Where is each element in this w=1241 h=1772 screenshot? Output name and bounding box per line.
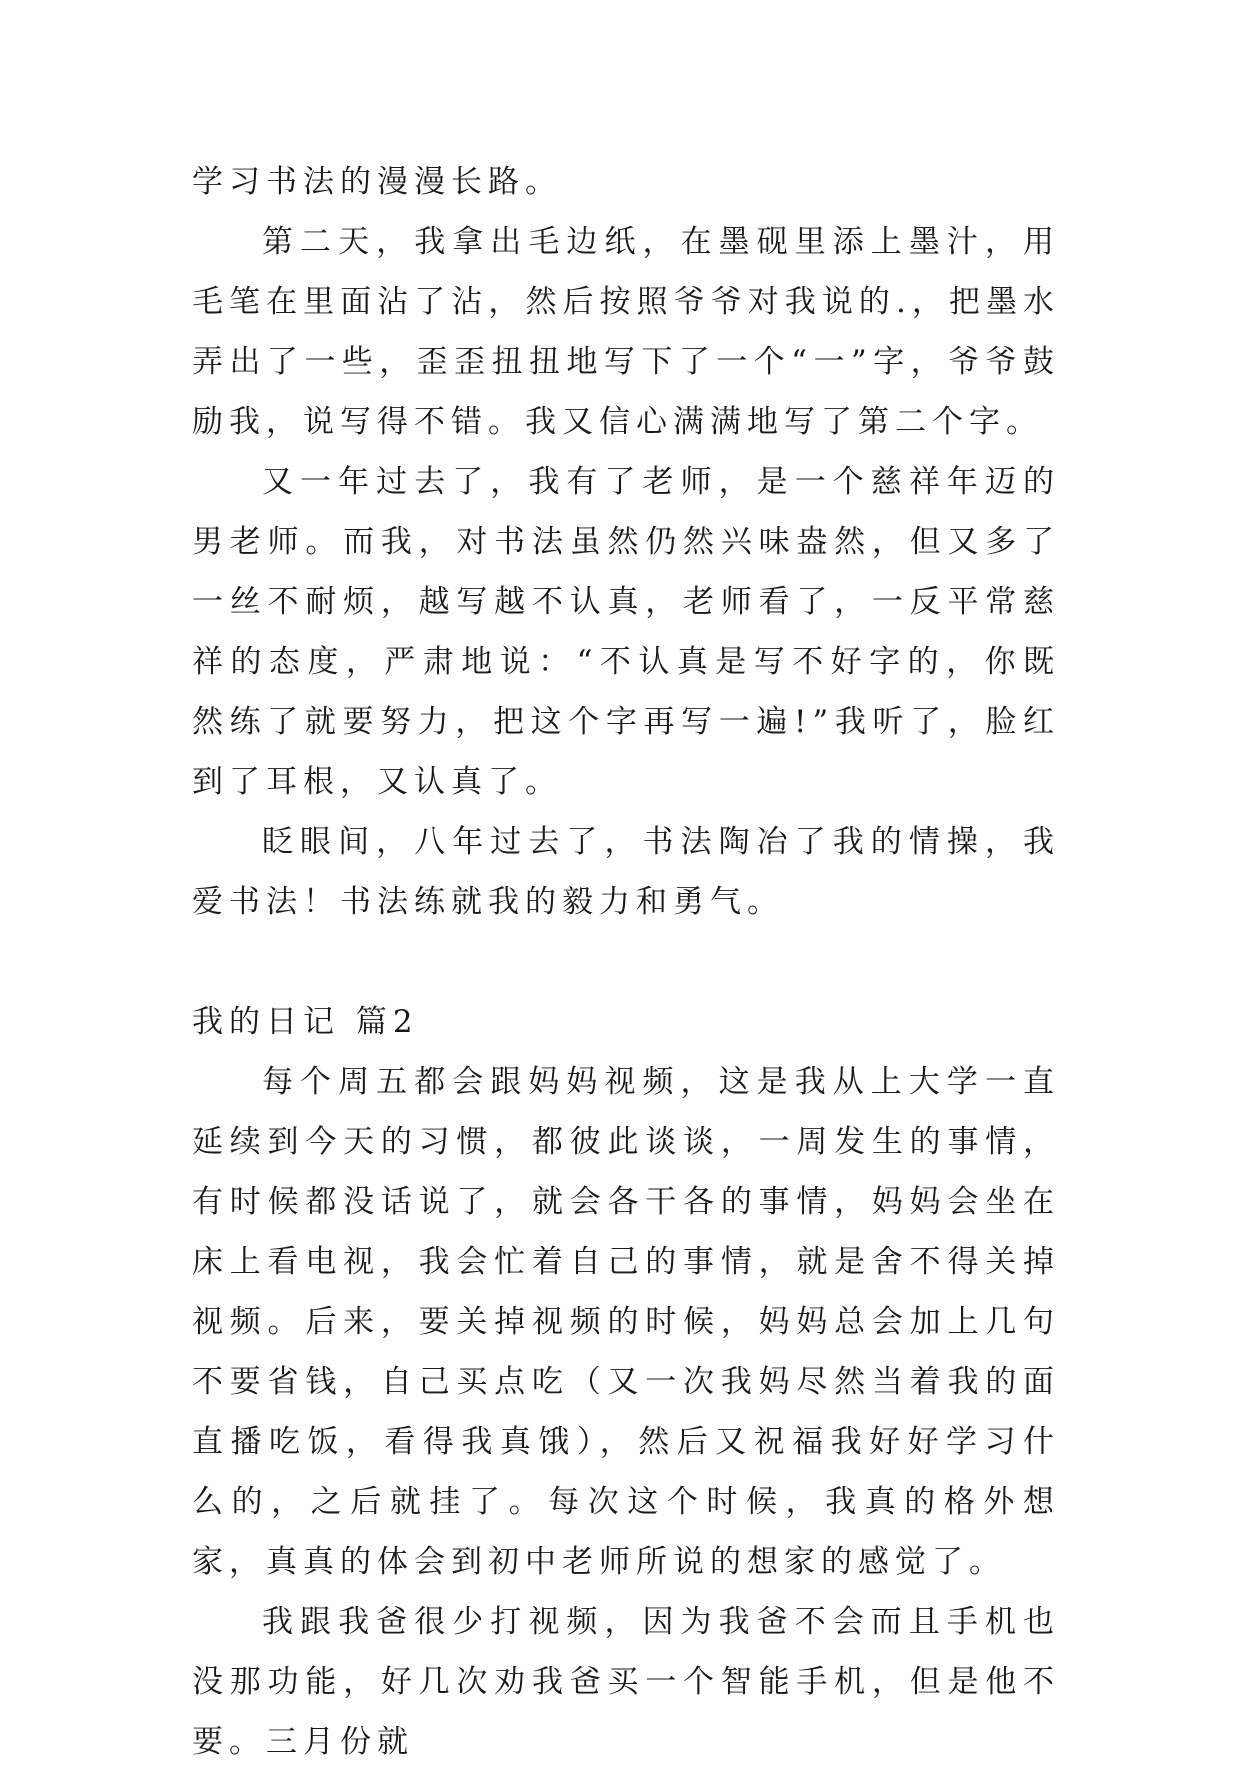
paragraph: 第二天，我拿出毛边纸，在墨砚里添上墨汁，用毛笔在里面沾了沾，然后按照爷爷对我说的.，把墨水弄出了一些，歪歪扭扭地写下了一个“一”字，爷爷鼓励我，说写得不错。我又信心满满地写了第二个字。 — [192, 224, 1060, 440]
paragraph: 每个周五都会跟妈妈视频，这是我从上大学一直延续到今天的习惯，都彼此谈谈，一周发生的事情，有时候都没话说了，就会各干各的事情，妈妈会坐在床上看电视，我会忙着自己的事情，就是舍不得关掉视频。后来，要关掉视频的时候，妈妈总会加上几句不要省钱，自己买点吃（又一次我妈尽然当着我的面直播吃饭，看得我真饿），然后又祝福我好好学习什么的，之后就挂了。每次这个时候，我真的格外想家，真真的体会到初中老师所说的想家的感觉了。 — [192, 1064, 1060, 1580]
document-body — [192, 152, 1060, 1772]
paragraph: 我跟我爸很少打视频，因为我爸不会而且手机也没那功能，好几次劝我爸买一个智能手机，但是他不要。三月份就 — [192, 1604, 1060, 1760]
paragraph: 眨眼间，八年过去了，书法陶冶了我的情操，我爱书法！书法练就我的毅力和勇气。 — [192, 824, 1060, 920]
section-heading: 我的日记 篇2 — [192, 1004, 419, 1040]
paragraph-continuation: 学习书法的漫漫长路。 — [192, 164, 562, 200]
section-gap — [192, 932, 1060, 992]
paragraph: 又一年过去了，我有了老师，是一个慈祥年迈的男老师。而我，对书法虽然仍然兴味盎然，但又多了一丝不耐烦，越写越不认真，老师看了，一反平常慈祥的态度，严肃地说：“不认真是写不好字的，你既然练了就要努力，把这个字再写一遍!”我听了，脸红到了耳根，又认真了。 — [192, 464, 1060, 800]
